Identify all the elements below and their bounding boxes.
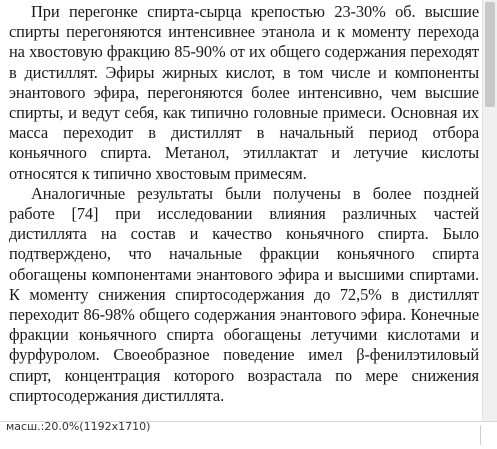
scrollbar-thumb[interactable] [485,2,495,107]
vertical-scrollbar[interactable] [482,0,497,421]
zoom-size-readout: масш.:20.0%(1192x1710) [6,420,151,433]
status-divider [480,425,481,445]
document-text-block [9,2,479,406]
paragraph-distillation-impurities: При перегонке спирта-сырца крепостью 23-30% об. высшие спирты перегоняются интенсивнее этанола и к моменту перехода на хвостовую фракцию 85-90% от их общего содержания переходят в дистиллят. Эфиры жирных кислот, в том числе и компоненты энантового эфира, перегоняются более интенсивно, чем высшие спирты, и ведут себя, как типично головные примеси. Основная их масса переходит в дистиллят в начальный период отбора коньячного спирта. Метанол, этиллактат и летучие кислоты относятся к типично хвостовым примесям. [9,2,479,183]
paragraph-similar-results: Аналогичные результаты были получены в более поздней работе [74] при исследовании влияния различных частей дистиллята на состав и качество коньячного спирта. Было подтверждено, что начальные фракции коньячного спирта обогащены компонентами энантового эфира и высшими спиртами. К моменту снижения спиртосодержания до 72,5% в дистиллят переходит 86-98% общего содержания энантового эфира. Конечные фракции коньячного спирта обогащены летучими кислотами и фурфуролом. Своеобразное поведение имел β-фенилэтиловый спирт, концентрация которого возрастала по мере снижения спиртосодержания дистиллята. [9,183,479,405]
status-bar [0,421,497,449]
